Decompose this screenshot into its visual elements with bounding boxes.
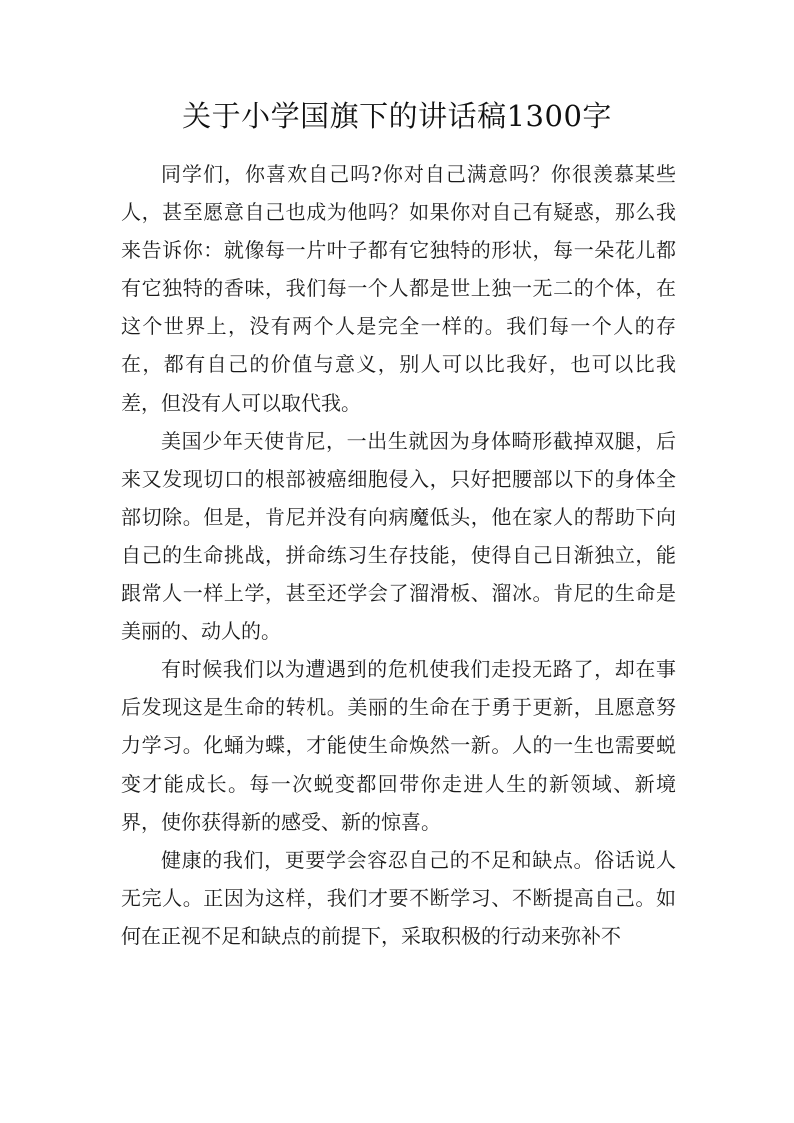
- document-body: [121, 155, 676, 955]
- paragraph: 同学们，你喜欢自己吗?你对自己满意吗？你很羡慕某些人，甚至愿意自己也成为他吗？如果你对自己有疑惑，那么我来告诉你：就像每一片叶子都有它独特的形状，每一朵花儿都有它独特的香味，我们每一个人都是世上独一无二的个体，在这个世界上，没有两个人是完全一样的。我们每一个人的存在，都有自己的价值与意义，别人可以比我好，也可以比我差，但没有人可以取代我。: [121, 162, 676, 415]
- document-title: 关于小学国旗下的讲话稿1300字: [182, 99, 612, 133]
- paragraph: 美国少年天使肯尼，一出生就因为身体畸形截掉双腿，后来又发现切口的根部被癌细胞侵入，只好把腰部以下的身体全部切除。但是，肯尼并没有向病魔低头，他在家人的帮助下向自己的生命挑战，拼命练习生存技能，使得自己日渐独立，能跟常人一样上学，甚至还学会了溜滑板、溜冰。肯尼的生命是美丽的、动人的。: [121, 428, 676, 644]
- paragraph: 健康的我们，更要学会容忍自己的不足和缺点。俗话说人无完人。正因为这样，我们才要不断学习、不断提高自己。如何在正视不足和缺点的前提下，采取积极的行动来弥补不: [121, 847, 676, 948]
- paragraph: 有时候我们以为遭遇到的危机使我们走投无路了，却在事后发现这是生命的转机。美丽的生命在于勇于更新，且愿意努力学习。化蛹为蝶，才能使生命焕然一新。人的一生也需要蜕变才能成长。每一次蜕变都回带你走进人生的新领域、新境界，使你获得新的感受、新的惊喜。: [121, 657, 676, 834]
